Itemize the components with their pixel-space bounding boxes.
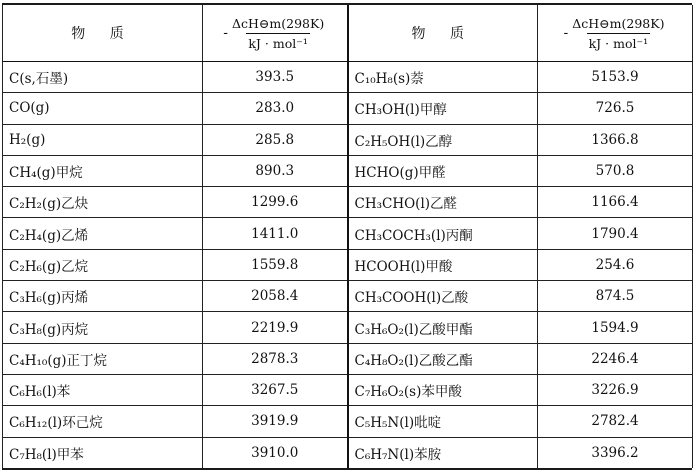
substance-cell: H₂(g) — [3, 124, 203, 155]
substance-cell: C₄H₁₀(g)正丁烷 — [3, 343, 203, 374]
enthalpy-value-cell: 3396.2 — [538, 437, 693, 468]
table-row — [3, 406, 693, 437]
substance-cell: HCHO(g)甲醛 — [348, 155, 538, 186]
substance-cell: C(s,石墨) — [3, 62, 203, 93]
enthalpy-value-cell: 2246.4 — [538, 343, 693, 374]
enthalpy-value-cell: 2219.9 — [203, 312, 348, 343]
enthalpy-value-cell: 2782.4 — [538, 406, 693, 437]
enthalpy-value-cell: 1299.6 — [203, 187, 348, 218]
enthalpy-value-cell: 5153.9 — [538, 62, 693, 93]
table-row — [3, 437, 693, 468]
enthalpy-value-cell: 283.0 — [203, 93, 348, 124]
enthalpy-value-cell: 1411.0 — [203, 218, 348, 249]
header-enthalpy-right — [538, 5, 693, 62]
table-row — [3, 281, 693, 312]
table-row — [3, 249, 693, 280]
substance-cell: CH₄(g)甲烷 — [3, 155, 203, 186]
combustion-enthalpy-table — [2, 5, 693, 468]
table-row — [3, 374, 693, 405]
substance-cell: CH₃CHO(l)乙醛 — [348, 187, 538, 218]
enthalpy-value-cell: 3267.5 — [203, 374, 348, 405]
substance-cell: CH₃OH(l)甲醇 — [348, 93, 538, 124]
substance-cell: C₆H₇N(l)苯胺 — [348, 437, 538, 468]
substance-cell: C₇H₆O₂(s)苯甲酸 — [348, 374, 538, 405]
header-substance-right: 物 质 — [348, 5, 538, 62]
header-enthalpy-left — [203, 5, 348, 62]
substance-cell: C₃H₆O₂(l)乙酸甲酯 — [348, 312, 538, 343]
substance-cell: CH₃COOH(l)乙酸 — [348, 281, 538, 312]
substance-cell: C₃H₆(g)丙烯 — [3, 281, 203, 312]
header-substance-left: 物 质 — [3, 5, 203, 62]
header-quantity: ΔcH⊖m(298K) — [572, 15, 665, 31]
enthalpy-value-cell: 2878.3 — [203, 343, 348, 374]
table-row — [3, 93, 693, 124]
enthalpy-value-cell: 570.8 — [538, 155, 693, 186]
substance-cell: C₁₀H₈(s)萘 — [348, 62, 538, 93]
substance-cell: C₆H₁₂(l)环己烷 — [3, 406, 203, 437]
substance-cell: C₅H₅N(l)吡啶 — [348, 406, 538, 437]
table-row — [3, 312, 693, 343]
substance-cell: CH₃COCH₃(l)丙酮 — [348, 218, 538, 249]
table-row — [3, 187, 693, 218]
substance-cell: C₃H₈(g)丙烷 — [3, 312, 203, 343]
enthalpy-value-cell: 393.5 — [203, 62, 348, 93]
enthalpy-value-cell: 1366.8 — [538, 124, 693, 155]
substance-cell: C₂H₅OH(l)乙醇 — [348, 124, 538, 155]
enthalpy-value-cell: 3919.9 — [203, 406, 348, 437]
table-row — [3, 62, 693, 93]
table-header-row — [3, 5, 693, 62]
enthalpy-value-cell: 890.3 — [203, 155, 348, 186]
enthalpy-value-cell: 1790.4 — [538, 218, 693, 249]
enthalpy-value-cell: 3226.9 — [538, 374, 693, 405]
table-row — [3, 124, 693, 155]
table-row — [3, 343, 693, 374]
table-body — [3, 62, 693, 469]
substance-cell: C₂H₆(g)乙烷 — [3, 249, 203, 280]
table-row — [3, 155, 693, 186]
substance-cell: C₄H₈O₂(l)乙酸乙酯 — [348, 343, 538, 374]
substance-cell: C₇H₈(l)甲苯 — [3, 437, 203, 468]
table-row — [3, 218, 693, 249]
substance-cell: CO(g) — [3, 93, 203, 124]
enthalpy-value-cell: 1594.9 — [538, 312, 693, 343]
header-unit: kJ · mol⁻¹ — [587, 33, 651, 51]
substance-cell: C₂H₂(g)乙炔 — [3, 187, 203, 218]
enthalpy-value-cell: 254.6 — [538, 249, 693, 280]
enthalpy-value-cell: 1166.4 — [538, 187, 693, 218]
enthalpy-value-cell: 1559.8 — [203, 249, 348, 280]
combustion-enthalpy-table-container — [2, 3, 692, 470]
enthalpy-value-cell: 285.8 — [203, 124, 348, 155]
enthalpy-value-cell: 726.5 — [538, 93, 693, 124]
header-minus-sign: - — [223, 25, 228, 41]
substance-cell: HCOOH(l)甲酸 — [348, 249, 538, 280]
substance-cell: C₆H₆(l)苯 — [3, 374, 203, 405]
enthalpy-value-cell: 2058.4 — [203, 281, 348, 312]
enthalpy-value-cell: 3910.0 — [203, 437, 348, 468]
header-quantity: ΔcH⊖m(298K) — [232, 15, 325, 31]
header-minus-sign: - — [563, 25, 569, 41]
substance-cell: C₂H₄(g)乙烯 — [3, 218, 203, 249]
header-unit: kJ · mol⁻¹ — [246, 33, 310, 51]
enthalpy-value-cell: 874.5 — [538, 281, 693, 312]
